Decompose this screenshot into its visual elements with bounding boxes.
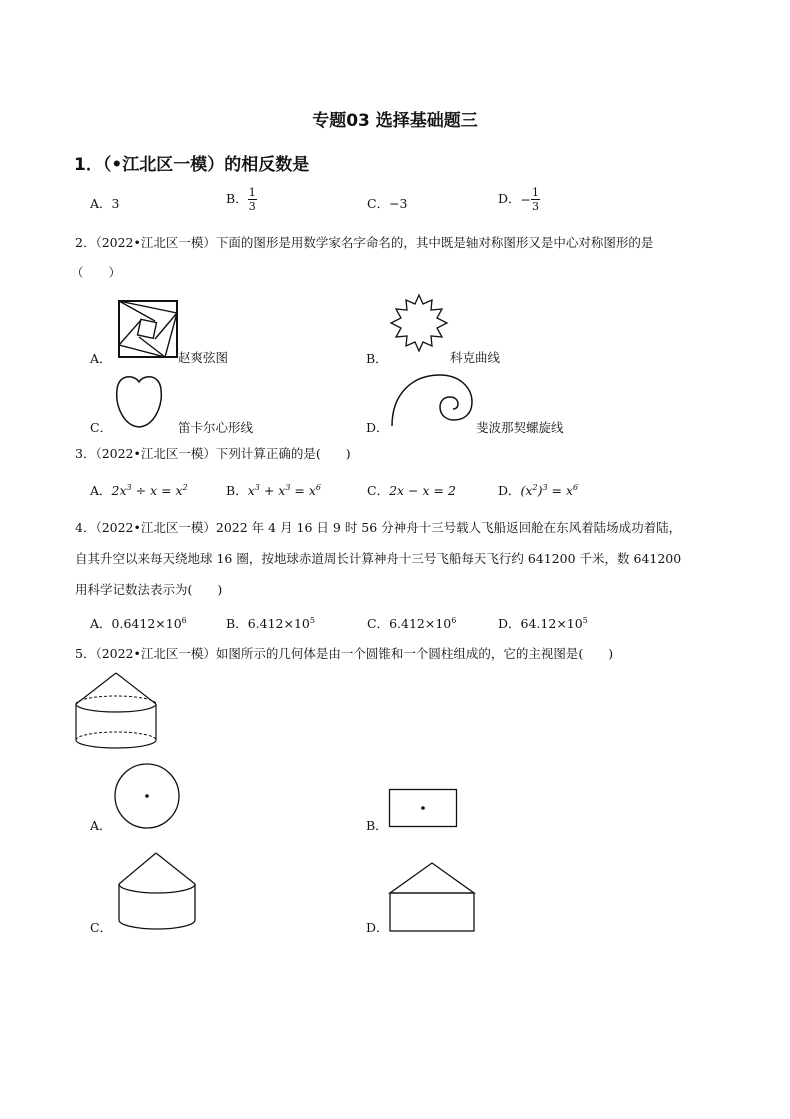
koch-curve-icon bbox=[386, 292, 452, 354]
zhao-shuang-diagram-icon bbox=[117, 299, 179, 359]
q2-a-caption: 赵爽弦图 bbox=[178, 350, 229, 365]
question-4-stem-line2: 自其升空以来每天绕地球 16 圈，按地球赤道周长计算神舟十三号飞船每天飞行约 641200 千米，数 641200 bbox=[75, 551, 682, 566]
q2-option-d[interactable]: D． bbox=[366, 420, 389, 435]
q1-option-d[interactable]: D．− $\frac{1}{3}$ bbox=[498, 186, 540, 213]
q3-option-b[interactable]: B．$x^3 + x^3 = x^6$ bbox=[226, 482, 321, 498]
q5-option-a[interactable]: A． bbox=[90, 818, 112, 833]
q2-c-caption: 笛卡尔心形线 bbox=[178, 420, 254, 435]
question-2-stem: 2．（2022•江北区一模）下面的图形是用数学家名字命名的，其中既是轴对称图形又是中心对称图形的是 bbox=[75, 235, 654, 250]
q2-option-a[interactable]: A． bbox=[90, 351, 112, 366]
question-2-stem-cont: （ ） bbox=[71, 265, 122, 280]
rectangle-with-dot-icon bbox=[388, 788, 460, 830]
q1-option-c[interactable]: C．−3 bbox=[367, 196, 408, 211]
q5-option-c[interactable]: C． bbox=[90, 920, 113, 935]
question-4-stem-line3: 用科学记数法表示为( ) bbox=[75, 582, 223, 597]
question-3-stem: 3．（2022•江北区一模）下列计算正确的是( ) bbox=[75, 446, 351, 461]
q2-option-c[interactable]: C． bbox=[90, 420, 113, 435]
q4-option-a[interactable]: A．$0.6412\times 10^6$ bbox=[90, 615, 187, 631]
cone-cylinder-solid-icon bbox=[74, 670, 158, 750]
page-title: 专题03 选择基础题三 bbox=[312, 111, 478, 131]
question-4-stem-line1: 4．（2022•江北区一模）2022 年 4 月 16 日 9 时 56 分神舟十三号载人飞船返回舱在东风着陆场成功着陆， bbox=[75, 520, 682, 535]
fraction: $\frac{1}{3}$ bbox=[532, 186, 540, 213]
q4-option-c[interactable]: C．$6.412\times 10^6$ bbox=[367, 615, 457, 631]
cardioid-icon bbox=[114, 372, 164, 430]
q3-option-a[interactable]: A．$2x^3 \div x = x^2$ bbox=[90, 482, 188, 498]
fraction: $\frac{1}{3}$ bbox=[248, 186, 256, 213]
question-5-stem: 5．（2022•江北区一模）如图所示的几何体是由一个圆锥和一个圆柱组成的，它的主视图是( ) bbox=[75, 646, 614, 661]
circle-with-dot-icon bbox=[112, 762, 182, 830]
q1-option-b[interactable]: B． $\frac{1}{3}$ bbox=[226, 186, 256, 213]
question-1-stem: 1．（•江北区一模）的相反数是 bbox=[74, 155, 310, 175]
q1-option-a[interactable]: A．3 bbox=[90, 196, 120, 211]
q3-option-d[interactable]: D．$(x^2)^3 = x^6$ bbox=[498, 482, 579, 498]
q2-d-caption: 斐波那契螺旋线 bbox=[476, 420, 564, 435]
rectangle-triangle-view-icon bbox=[386, 860, 478, 936]
fibonacci-spiral-icon bbox=[388, 372, 474, 428]
q5-option-d[interactable]: D． bbox=[366, 920, 389, 935]
q3-option-c[interactable]: C．2x − x = 2 bbox=[367, 483, 456, 498]
q4-option-b[interactable]: B．$6.412\times 10^5$ bbox=[226, 615, 315, 631]
q5-option-b[interactable]: B． bbox=[366, 818, 388, 833]
q2-b-caption: 科克曲线 bbox=[450, 350, 501, 365]
cylinder-cone-view-icon bbox=[116, 850, 200, 930]
q2-option-b[interactable]: B． bbox=[366, 351, 388, 366]
q4-option-d[interactable]: D．$64.12\times 10^5$ bbox=[498, 615, 588, 631]
